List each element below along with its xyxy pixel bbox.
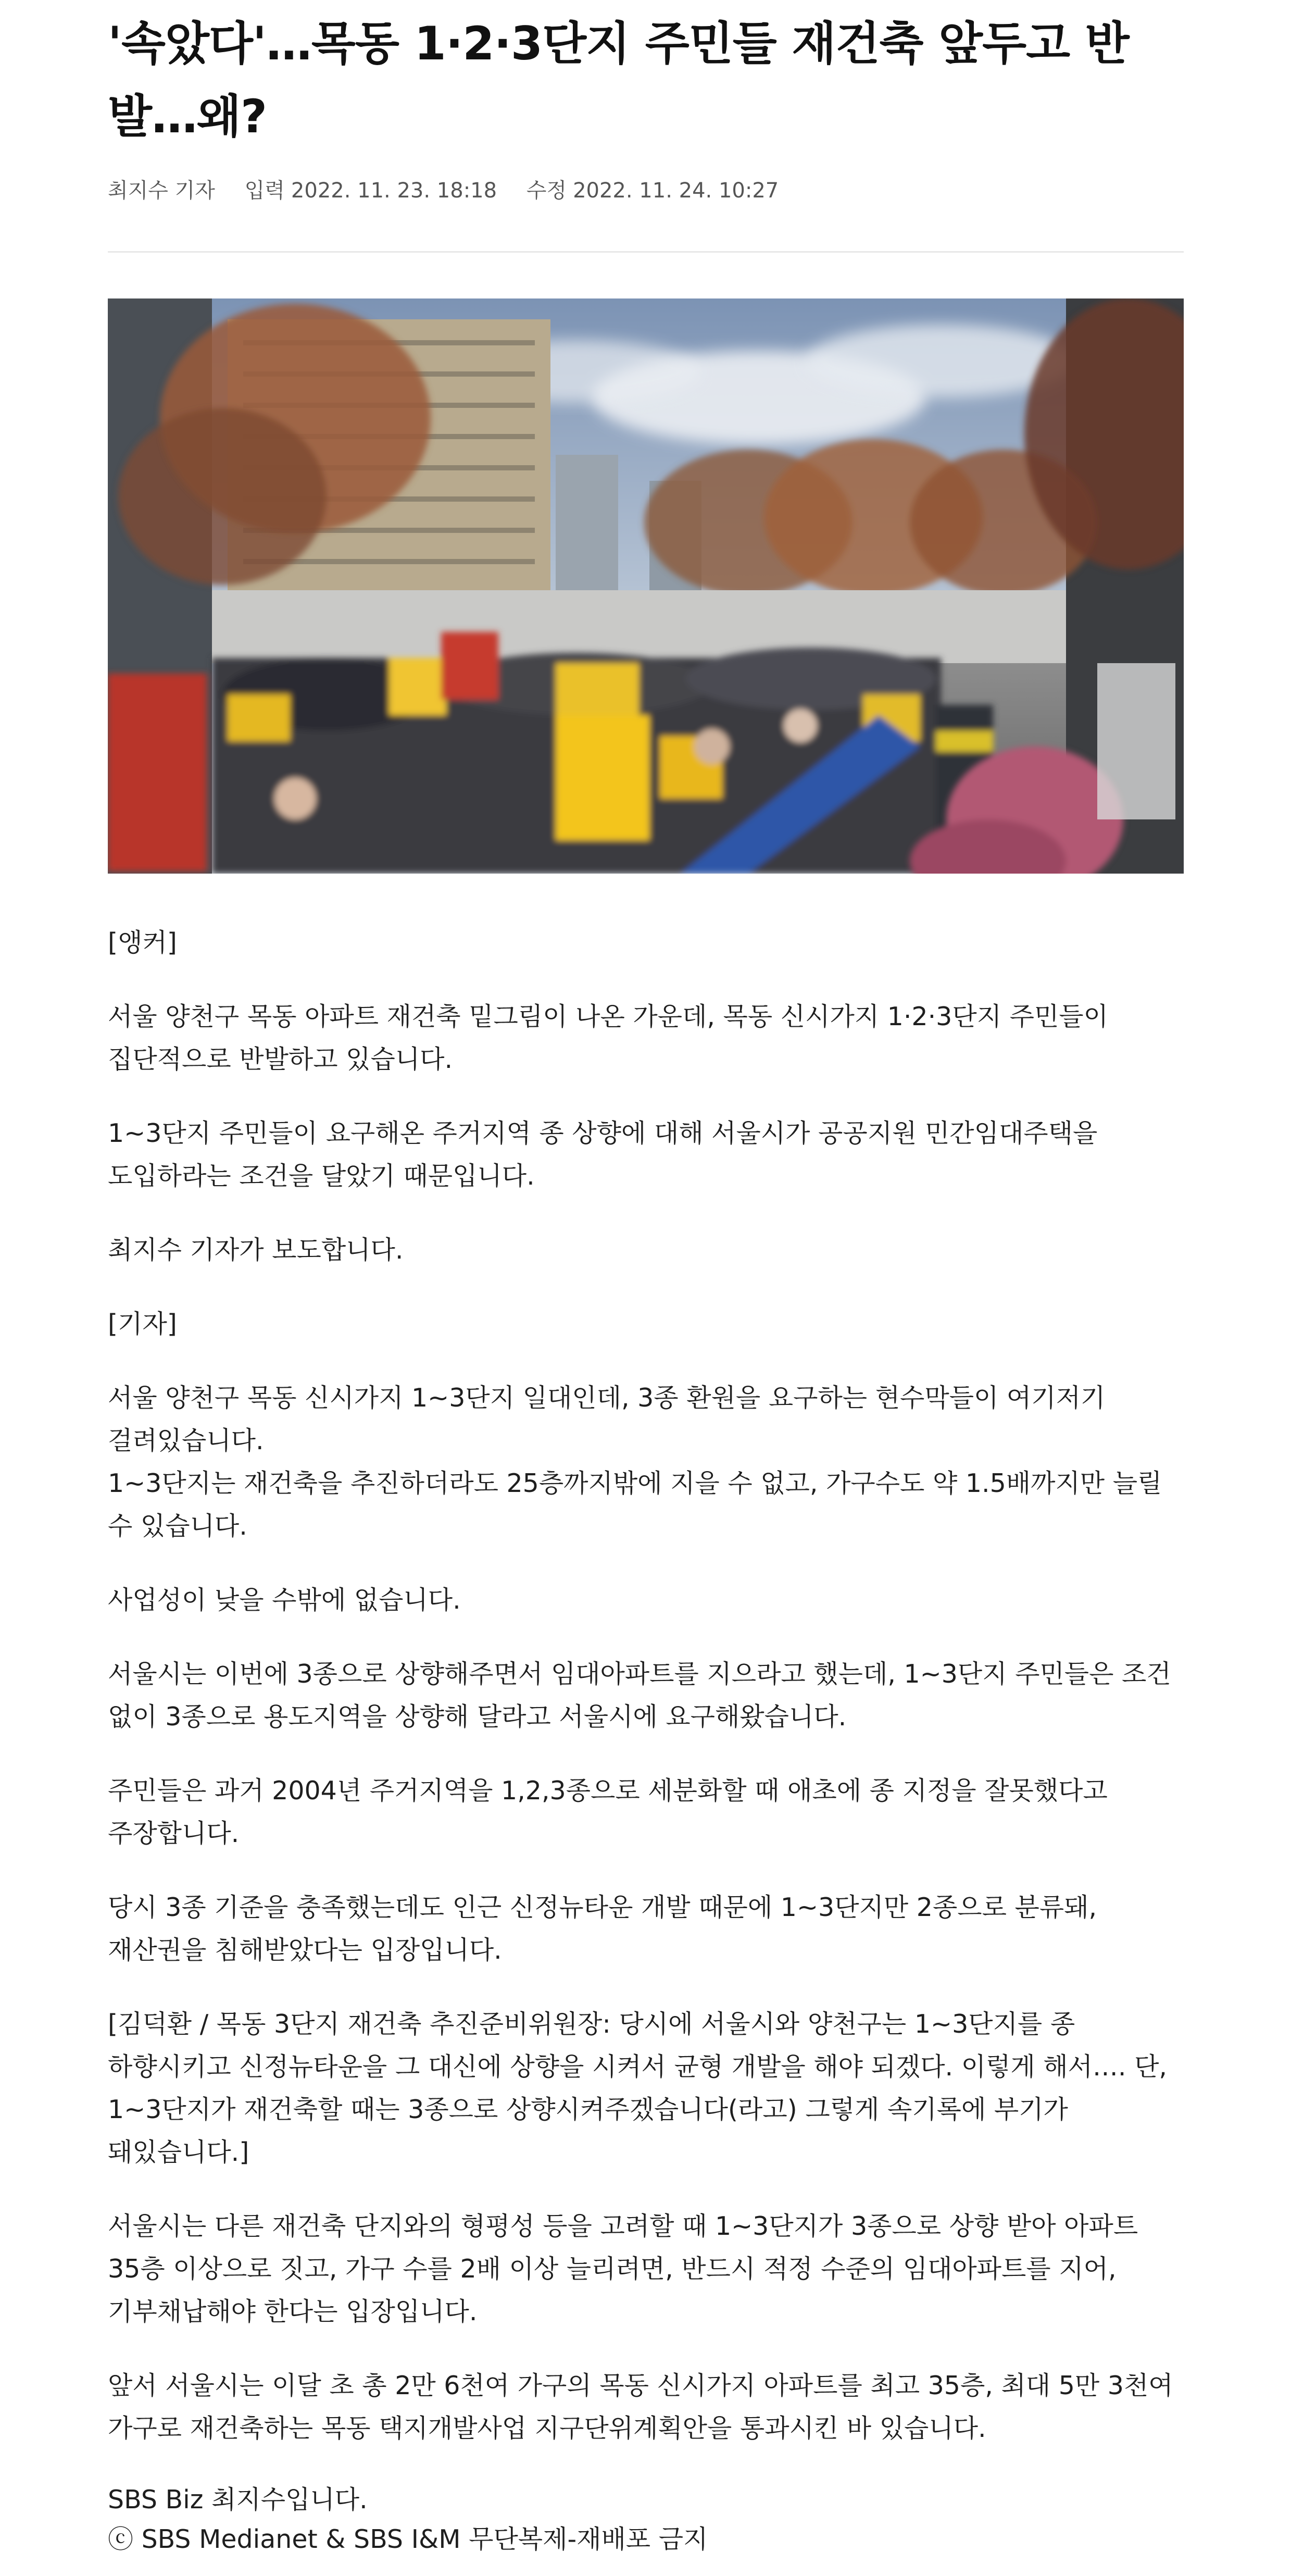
header-divider [108, 251, 1184, 253]
paragraph-9: 서울시는 이번에 3종으로 상향해주면서 임대아파트를 지으라고 했는데, 1~3단지 주민들은 조건 없이 3종으로 용도지역을 상향해 달라고 서울시에 요구해왔습니다. [108, 1659, 1171, 1732]
paragraph-8: 사업성이 낮을 수밖에 없습니다. [108, 1585, 461, 1615]
paragraph-12: [김덕환 / 목동 3단지 재건축 추진준비위원장: 당시에 서울시와 양천구는 1~3단지를 종 하향시키고 신정뉴타운을 그 대신에 상향을 시켜서 균형 개발을 해야 되겠다. 이렇게 해서…. 단, 1~3단지가 재건축할 때는 3종으로 상향시켜주겠습니다(라고) 그렇게 속기록에 부기가 돼있습니다.] [108, 2009, 1167, 2167]
modified-date: 2022. 11. 24. 10:27 [573, 179, 779, 203]
paragraph-6: 서울 양천구 목동 신시가지 1~3단지 일대인데, 3종 환원을 요구하는 현수막들이 여기저기 걸려있습니다. [108, 1383, 1106, 1455]
paragraph-11: 당시 3종 기준을 충족했는데도 인근 신정뉴타운 개발 때문에 1~3단지만 2종으로 분류돼, 재산권을 침해받았다는 입장입니다. [108, 1893, 1097, 1965]
paragraph-7: 1~3단지는 재건축을 추진하더라도 25층까지밖에 지을 수 없고, 가구수도 약 1.5배까지만 늘릴 수 있습니다. [108, 1469, 1162, 1541]
article-meta [108, 176, 1184, 205]
article [108, 0, 1184, 2559]
reporter-name[interactable]: 최지수 기자 [108, 179, 215, 203]
signoff-text: SBS Biz 최지수입니다. [108, 2485, 368, 2515]
copyright-text: ⓒ SBS Medianet & SBS I&M 무단복제-재배포 금지 [108, 2524, 708, 2554]
paragraph-13: 서울시는 다른 재건축 단지와의 형평성 등을 고려할 때 1~3단지가 3종으로 상향 받아 아파트 35층 이상으로 짓고, 가구 수를 2배 이상 늘리려면, 반드시 적정 수준의 임대아파트를 지어, 기부채납해야 한다는 입장입니다. [108, 2211, 1138, 2326]
modified-label: 수정 [526, 179, 567, 203]
article-headline: '속았다'…목동 1·2·3단지 주민들 재건축 앞두고 반발…왜? [108, 17, 1129, 143]
article-body [108, 922, 1184, 2450]
paragraph-14: 앞서 서울시는 이달 초 총 2만 6천여 가구의 목동 신시가지 아파트를 최고 35층, 최대 5만 3천여 가구로 재건축하는 목동 택지개발사업 지구단위계획안을 통과시킨 바 있습니다. [108, 2371, 1173, 2443]
paragraph-4: 최지수 기자가 보도합니다. [108, 1235, 404, 1265]
paragraph-1: [앵커] [108, 928, 177, 957]
paragraph-2: 서울 양천구 목동 아파트 재건축 밑그림이 나온 가운데, 목동 신시가지 1·2·3단지 주민들이 집단적으로 반발하고 있습니다. [108, 1002, 1108, 1074]
article-footer [108, 2480, 1184, 2559]
paragraph-3: 1~3단지 주민들이 요구해온 주거지역 종 상향에 대해 서울시가 공공지원 민간임대주택을 도입하라는 조건을 달았기 때문입니다. [108, 1118, 1098, 1191]
published-label: 입력 [244, 179, 285, 203]
paragraph-5: [기자] [108, 1309, 177, 1339]
published-date: 2022. 11. 23. 18:18 [291, 179, 497, 203]
paragraph-10: 주민들은 과거 2004년 주거지역을 1,2,3종으로 세분화할 때 애초에 종 지정을 잘못했다고 주장합니다. [108, 1776, 1108, 1848]
article-photo [108, 298, 1184, 874]
